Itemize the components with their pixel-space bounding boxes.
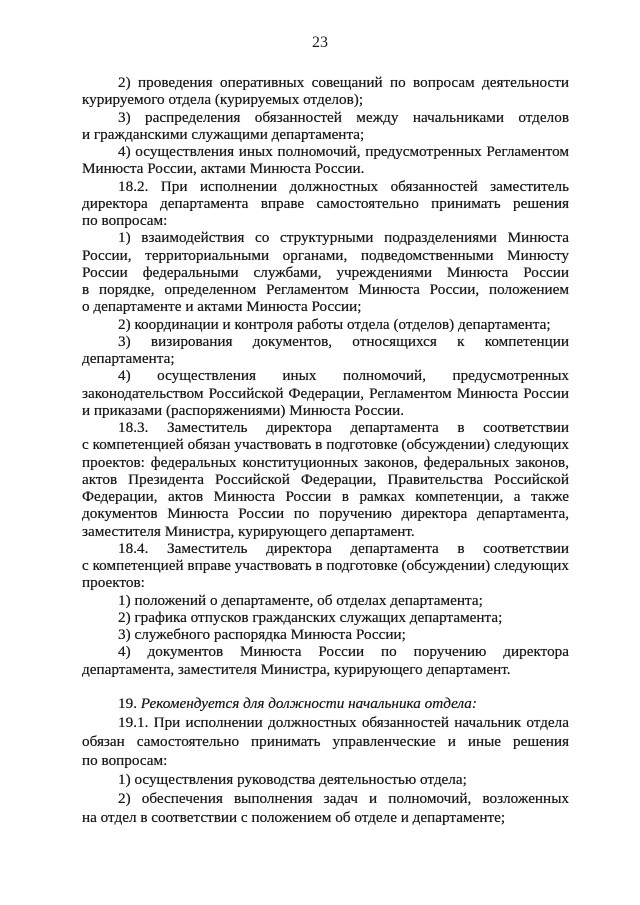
paragraph [82,540,569,592]
text-line: 2) проведения оперативных совещаний по вопросам деятельности [118,74,569,91]
text-line: Минюста России, актами Минюста России. [82,160,365,178]
text-line: директора департамента вправе самостоятельно принимать решения [82,194,569,212]
text-line: законодательством Российской Федерации, Регламентом Минюста России [82,384,569,402]
paragraph [82,643,569,678]
text-line: 3) распределения обязанностей между начальниками отделов [118,108,569,126]
text-line: документов Минюста России по поручению директора департамента, [82,505,569,523]
text-line: проектов: [82,574,145,592]
text-line: департамента; [82,350,175,367]
section-19 [82,694,569,827]
text-line: и приказами (распоряжениями) Минюста России. [82,401,405,419]
text-line: департамента, заместителя Министра, курирующего департамент. [82,660,511,678]
text-line: 3) служебного распорядка Минюста России; [118,626,406,643]
paragraph [82,229,569,315]
text-line: 1) осуществления руководства деятельностью отдела; [118,770,467,788]
text-line: России, территориальными органами, подведомственными Минюсту [82,246,569,264]
text-line: на отдел в соответствии с положением об отделе и департаменте; [82,808,506,826]
section-number: 19. [118,694,137,712]
text-line: 4) осуществления иных полномочий, предусмотренных [118,367,569,385]
text-line: 2) графика отпусков гражданских служащих департамента; [118,608,503,626]
paragraph [82,713,569,770]
paragraph [82,592,569,609]
text-line: с компетенцией вправе участвовать в подготовке (обсуждении) следующих [82,557,569,574]
paragraph [82,626,569,643]
text-line: актов Президента Российской Федерации, Правительства Российской [82,470,569,488]
text-line: о департаменте и актами Минюста России; [82,298,362,316]
text-line: 18.3. Заместитель директора департамента в соответствии [118,419,569,436]
paragraph [82,770,569,789]
text-line: 2) обеспечения выполнения задач и полномочий, возложенных [118,789,569,807]
page-number: 23 [312,34,328,51]
text-line: 18.4. Заместитель директора департамента в соответствии [118,539,569,557]
paragraph [82,367,569,419]
paragraph [82,333,569,368]
text-line: 4) документов Минюста России по поручению директора [118,643,569,661]
text-line: России федеральными службами, учреждениями Минюста России [82,263,569,281]
document-body [82,74,569,827]
text-line: 3) визирования документов, относящихся к компетенции [118,332,569,350]
paragraph [82,609,569,626]
text-line: и гражданскими служащими департамента; [82,125,365,143]
paragraph [82,316,569,333]
text-line: по вопросам: [82,751,168,769]
section-heading: Рекомендуется для должности начальника отдела: [140,694,477,712]
section-19-heading [82,694,569,713]
text-line: 4) осуществления иных полномочий, предусмотренных Регламентом [118,143,569,160]
text-line: с компетенцией обязан участвовать в подготовке (обсуждении) следующих [82,436,569,454]
paragraph [82,178,569,230]
section-19-text [82,713,569,827]
text-line: курируемого отдела (курируемых отделов); [82,91,364,109]
paragraph [82,419,569,540]
text-line: проектов: федеральных конституционных законов, федеральных законов, [82,453,569,471]
paragraph [82,109,569,144]
text-line: 18.2. При исполнении должностных обязанностей заместитель [118,177,569,195]
paragraph [82,143,569,178]
text-line: 1) взаимодействия со структурными подразделениями Минюста [118,229,569,247]
text-line: обязан самостоятельно принимать управленческие и иные решения [82,732,569,750]
section-18-text [82,74,569,678]
text-line: в порядке, определенном Регламентом Минюста России, положением [82,281,569,298]
text-line: 19.1. При исполнении должностных обязанностей начальник отдела [118,713,569,731]
text-line: 2) координации и контроля работы отдела (отделов) департамента; [118,315,551,333]
paragraph [82,74,569,109]
text-line: заместителя Министра, курирующего департамент. [82,522,415,540]
text-line: по вопросам: [82,212,168,229]
text-line: Федерации, актов Минюста России в рамках компетенции, а также [82,488,569,505]
text-line: 1) положений о департаменте, об отделах департамента; [118,591,483,609]
paragraph [82,789,569,827]
